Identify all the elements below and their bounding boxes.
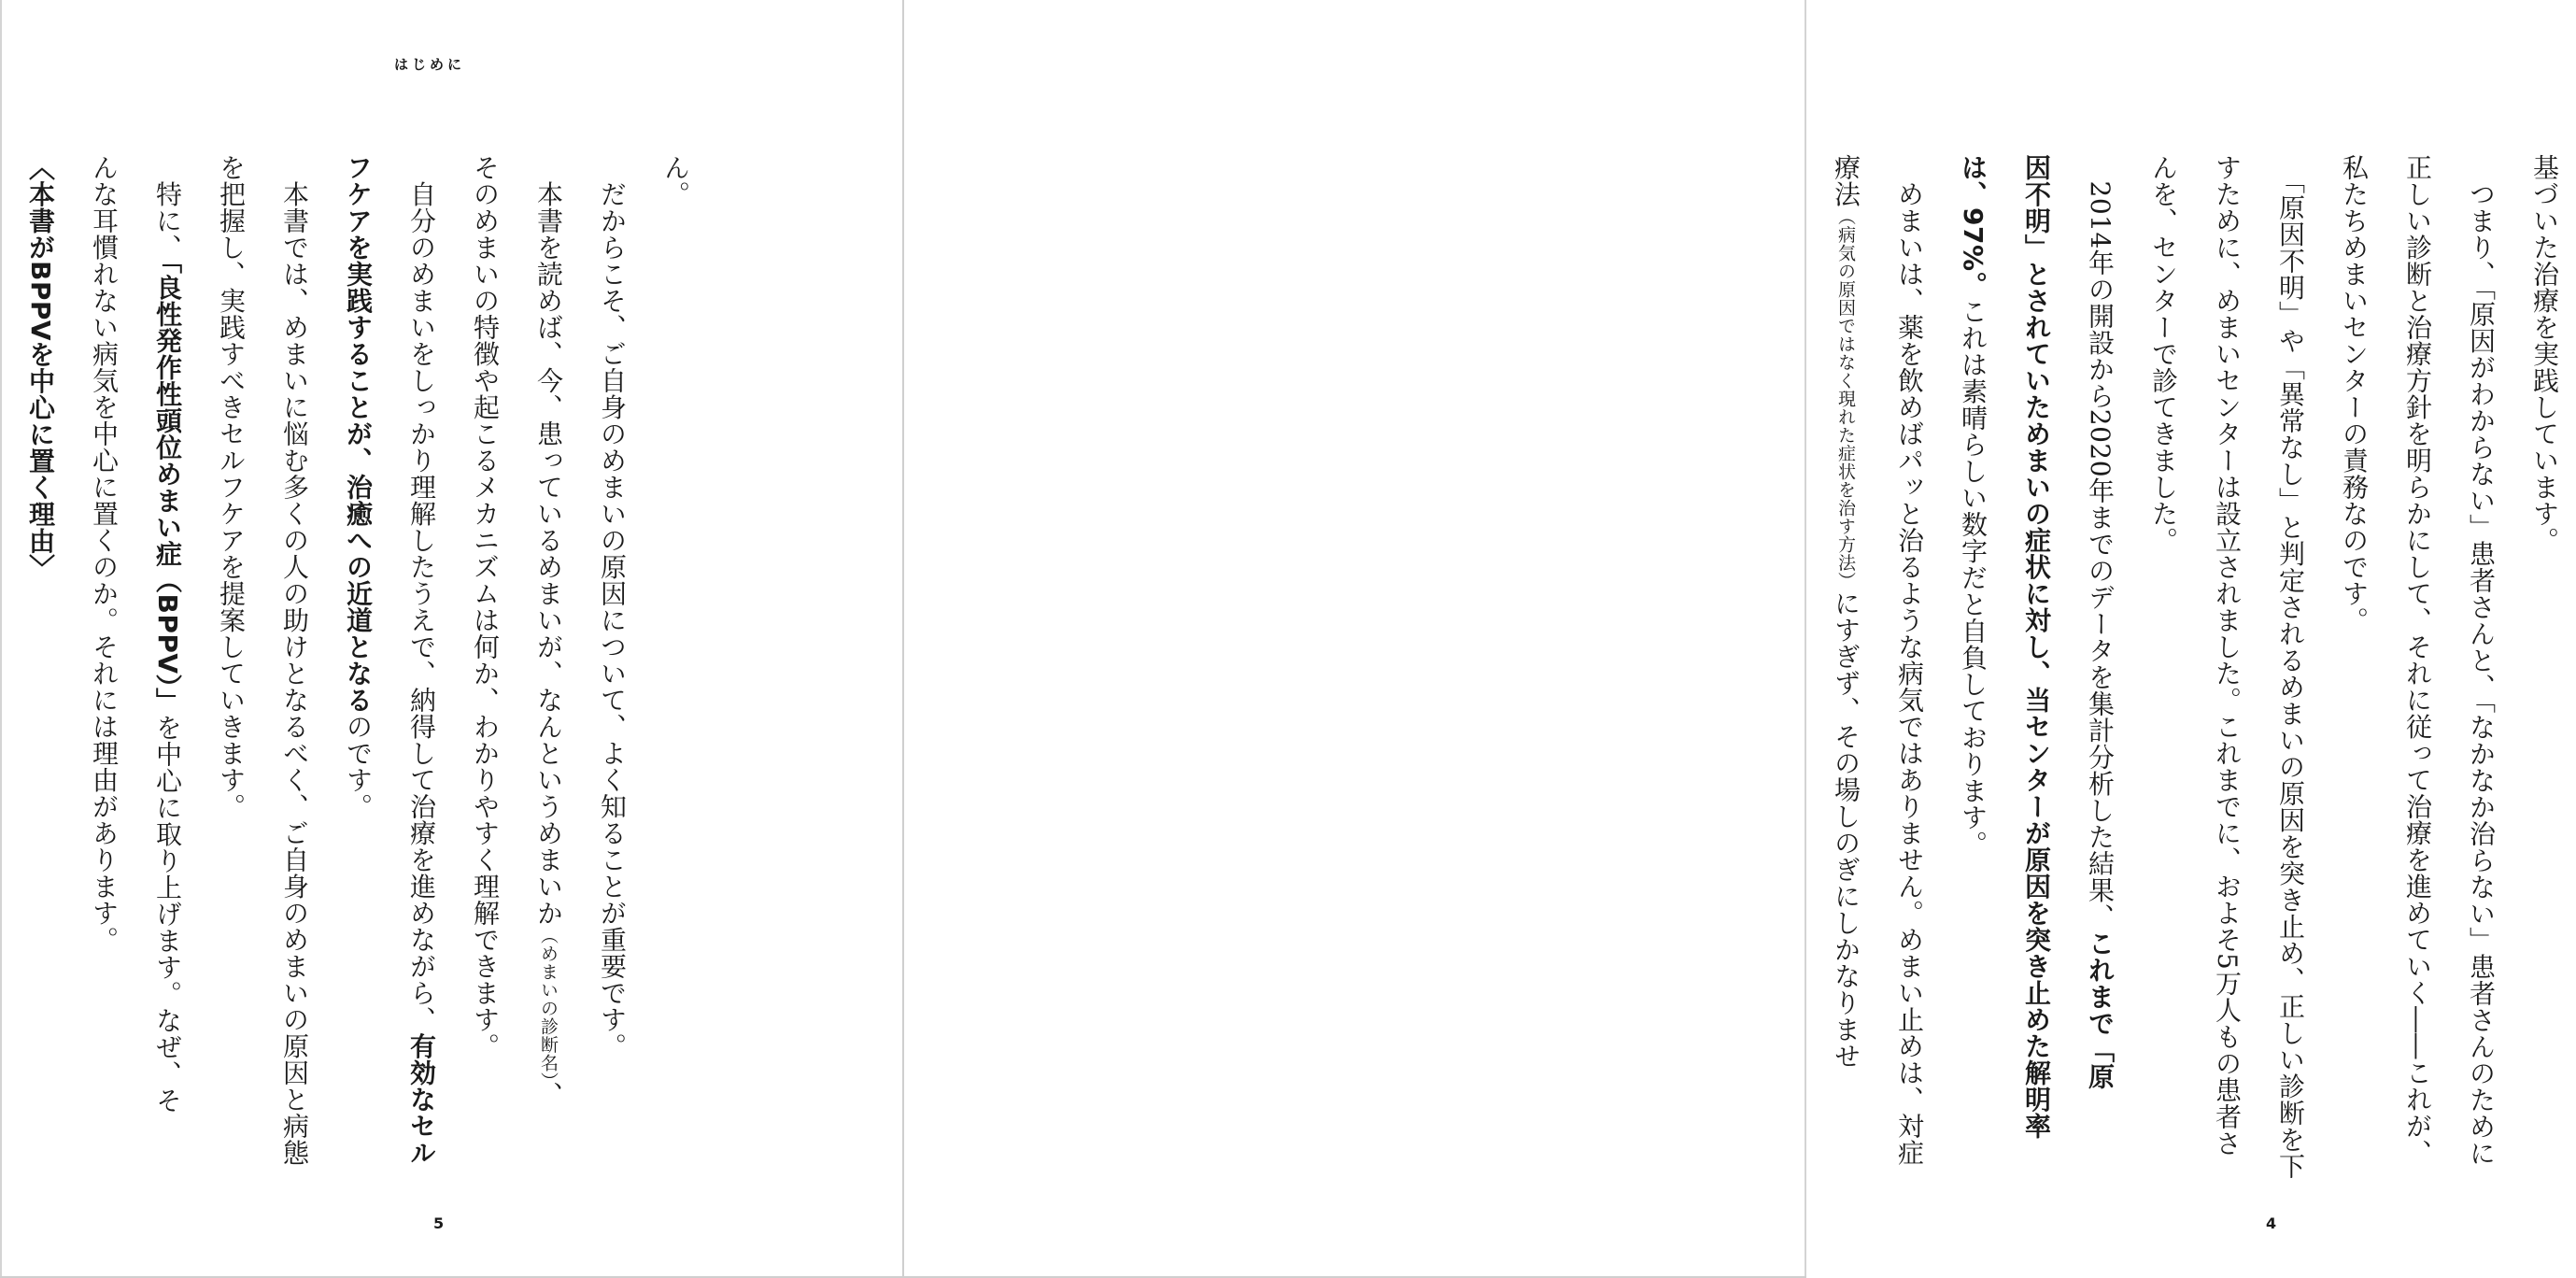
- text-line: [2449, 154, 2512, 1167]
- text-line: [8, 154, 72, 1126]
- text-segment: そのめまいの特徴や起こるメカニズムは何か、わかりやすく理解できます。: [470, 154, 501, 1059]
- page-number-right: 4: [2266, 1214, 2277, 1232]
- text-segment: 正しい診断と治療方針を明らかにして、それに従って治療を進めていく――これが、: [2402, 154, 2433, 1166]
- text-line: [644, 154, 707, 1126]
- bold-text: 「良性発作性頭位めまい症（BPPV）」: [152, 261, 183, 715]
- text-line: [2131, 154, 2195, 1126]
- text-segment: んを、センターで診てきました。: [2148, 154, 2179, 554]
- text-segment: だからこそ、ご自身のめまいの原因について、よく知ることが重要です。: [597, 154, 628, 1059]
- text-segment: これは素晴らしい数字だと自負しております。: [1958, 298, 1989, 858]
- bold-text: 〈本書がBPPVを中心に置く理由〉: [25, 154, 56, 581]
- text-segment: （めまいの診断名）: [538, 926, 559, 1082]
- text-segment: 自分のめまいをしっかり理解したうえで、納得して治療を進めながら、: [406, 154, 437, 1033]
- bold-text: フケアを実践することが、治癒への近道となる: [343, 154, 374, 714]
- bold-text: は、97%。: [1958, 154, 1989, 299]
- text-line: [1814, 154, 1877, 1126]
- text-segment: 本書では、めまいに悩む多くの人の助けとなるべく、ご自身のめまいの原因と病態: [279, 154, 310, 1166]
- text-line: [0, 154, 8, 1126]
- text-segment: を中心に取り上げます。なぜ、そ: [152, 714, 183, 1115]
- text-segment: 療法: [1831, 154, 1861, 207]
- text-line: [72, 154, 135, 1126]
- text-line: [453, 154, 517, 1126]
- text-line: [2068, 154, 2131, 1126]
- text-segment: めまいは、薬を飲めばパッと治るような病気ではありません。めまい止めは、対症: [1894, 154, 1925, 1166]
- text-line: [1877, 154, 1941, 1166]
- running-head: はじめに: [394, 56, 466, 73]
- text-line: [2004, 154, 2068, 1140]
- text-segment: ん。: [660, 154, 691, 207]
- text-segment: 本書を読めば、今、患っているめまいが、なんというめまいか: [533, 154, 564, 927]
- text-segment: 、: [533, 1081, 564, 1108]
- text-line: [2385, 154, 2449, 1166]
- text-line: [2195, 154, 2258, 1157]
- left-page: [0, 0, 902, 1278]
- text-segment: 私たちめまいセンターの責務なのです。: [2339, 154, 2370, 633]
- text-segment: （病気の原因ではなく現れた症状を治す方法）: [1835, 207, 1856, 590]
- right-page-text: [1831, 154, 2576, 1180]
- text-segment: 「原因不明」や「異常なし」と判定されるめまいの原因を突き止め、正しい診断を下: [2275, 154, 2306, 1180]
- text-line: [2322, 154, 2385, 1126]
- text-line: [2258, 154, 2322, 1180]
- text-line: [2512, 154, 2576, 1126]
- text-line: [262, 154, 326, 1166]
- bold-text: これまで「原: [2085, 930, 2116, 1090]
- text-line: [135, 154, 199, 1126]
- text-segment: んな耳慣れない病気を中心に置くのか。それには理由があります。: [89, 154, 120, 953]
- text-line: [580, 154, 644, 1126]
- text-line: [1941, 154, 2004, 1126]
- text-line: [199, 154, 262, 1126]
- left-page-text: [25, 154, 707, 1166]
- text-line: [517, 154, 580, 1126]
- text-segment: つまり、「原因がわからない」患者さんと、「なかなか治らない」患者さんのために: [2466, 154, 2497, 1167]
- bold-text: 因不明」とされていためまいの症状に対し、当センターが原因を突き止めた解明率: [2021, 154, 2052, 1140]
- text-line: [326, 154, 389, 1126]
- text-segment: 2014年の開設から2020年までのデータを集計分析した結果、: [2085, 154, 2116, 930]
- text-segment: 基づいた治療を実践しています。: [2529, 154, 2560, 554]
- text-segment: を把握し、実践すべきセルフケアを提案していきます。: [216, 154, 247, 820]
- text-segment: にすぎず、その場しのぎにしかなりませ: [1831, 589, 1861, 1070]
- page-number-left: 5: [433, 1214, 445, 1232]
- bold-text: 有効なセル: [406, 1032, 437, 1166]
- text-segment: すために、めまいセンターは設立されました。これまでに、およそ5万人もの患者さ: [2212, 154, 2243, 1157]
- text-segment: のです。: [343, 713, 374, 820]
- right-page: [904, 0, 2560, 1278]
- text-segment: 特に、: [152, 154, 183, 261]
- text-line: [389, 154, 453, 1166]
